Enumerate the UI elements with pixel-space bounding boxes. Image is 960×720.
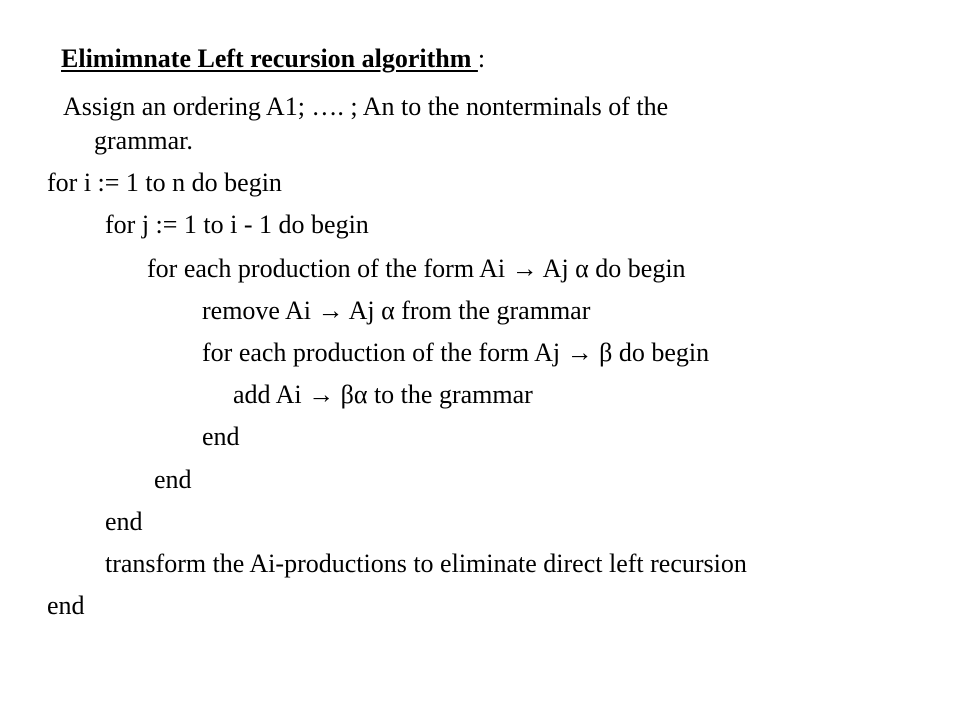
algorithm-line-12: transform the Ai-productions to eliminate direct left recursion bbox=[105, 549, 747, 578]
algorithm-line-5: for each production of the form Ai → Aj α do begin bbox=[147, 254, 686, 283]
algorithm-line-6: remove Ai → Aj α from the grammar bbox=[202, 296, 591, 325]
algorithm-line-3: for i := 1 to n do begin bbox=[47, 168, 282, 197]
algorithm-line-10: end bbox=[154, 465, 192, 494]
algorithm-line-4: for j := 1 to i - 1 do begin bbox=[105, 210, 369, 239]
algorithm-line-13: end bbox=[47, 591, 85, 620]
algorithm-title-colon: : bbox=[477, 44, 486, 73]
algorithm-line-2: grammar. bbox=[94, 126, 193, 155]
algorithm-title-text: Elimimnate Left recursion algorithm bbox=[61, 44, 478, 73]
algorithm-line-11: end bbox=[105, 507, 143, 536]
algorithm-line-9: end bbox=[202, 422, 240, 451]
algorithm-title bbox=[61, 44, 485, 74]
algorithm-line-8: add Ai → βα to the grammar bbox=[233, 380, 533, 409]
algorithm-line-7: for each production of the form Aj → β do begin bbox=[202, 338, 710, 367]
algorithm-line-1: Assign an ordering A1; …. ; An to the nonterminals of the bbox=[63, 92, 669, 121]
